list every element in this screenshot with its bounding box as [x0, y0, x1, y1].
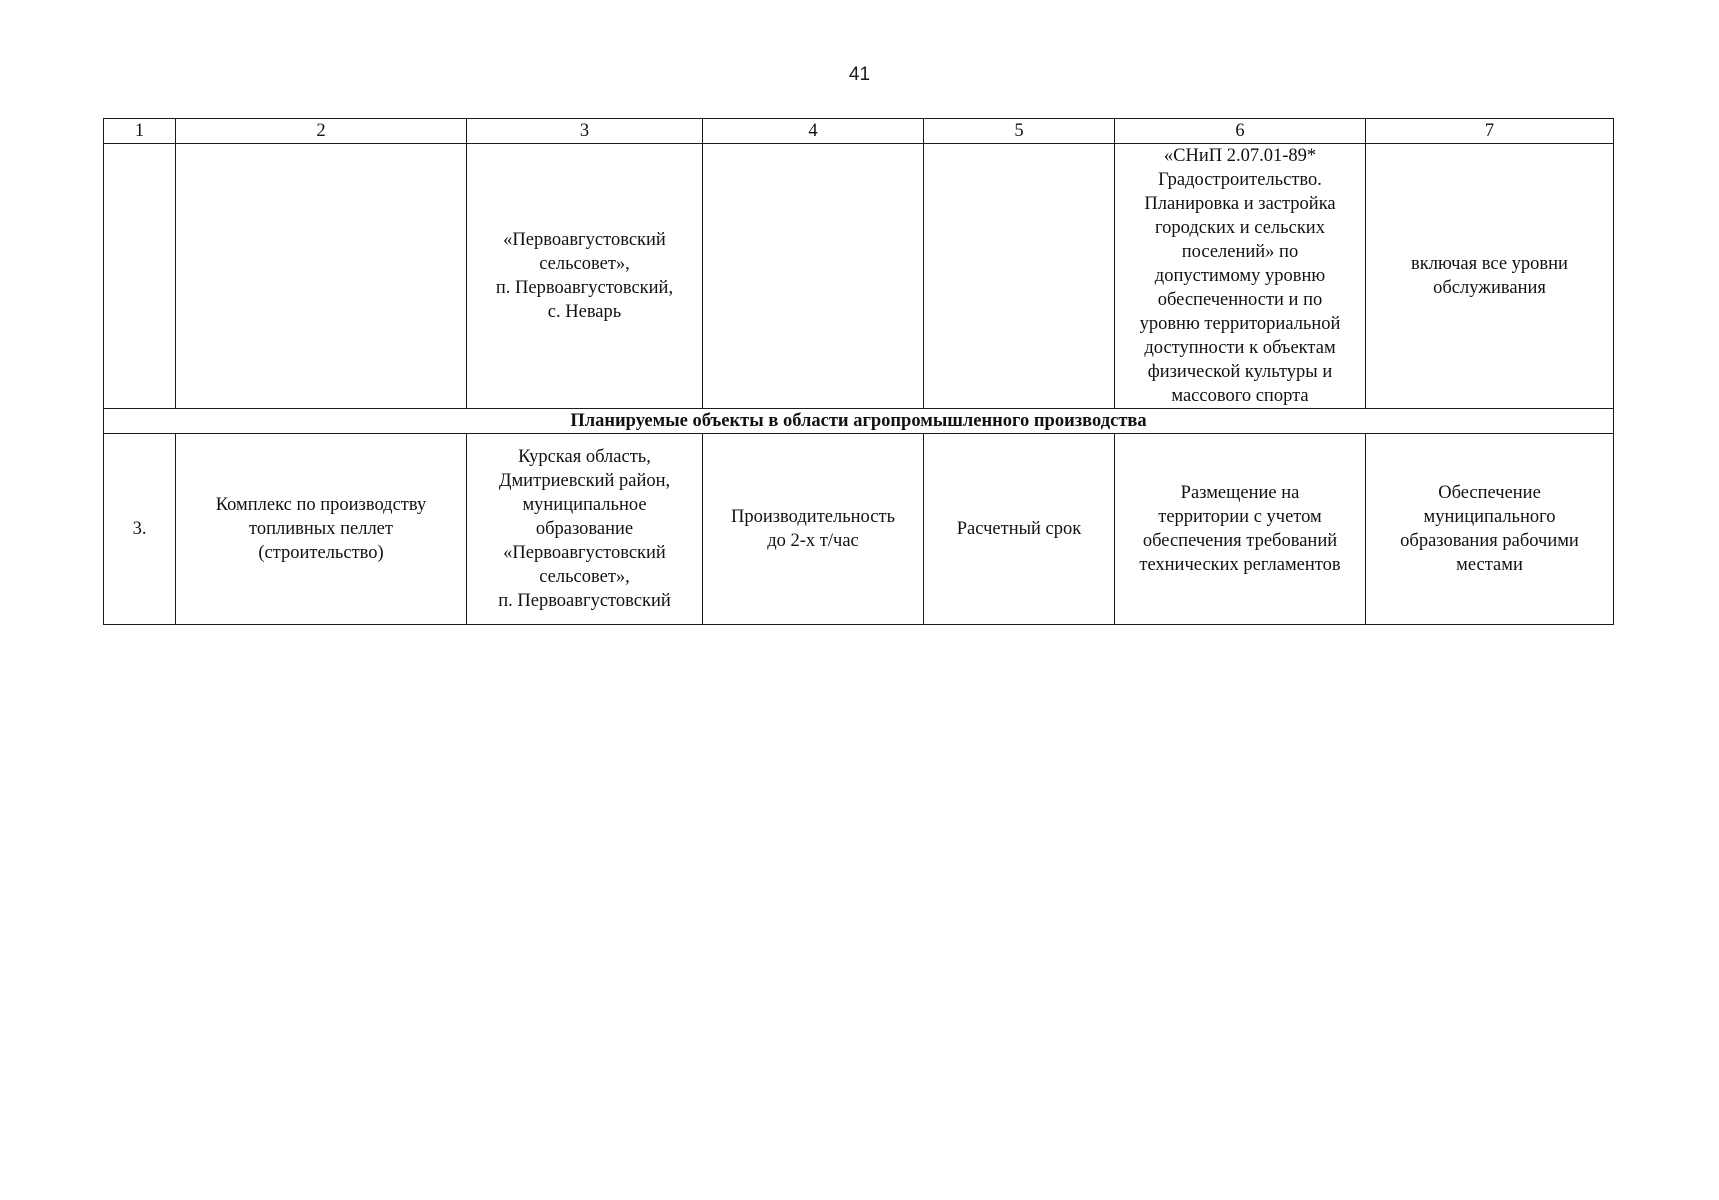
cell-term [924, 144, 1115, 409]
cell-object-name: Комплекс по производству топливных пеллет (строительство) [176, 434, 467, 625]
page-number: 41 [848, 64, 871, 85]
column-number-1: 1 [104, 119, 176, 144]
column-number-2: 2 [176, 119, 467, 144]
planned-objects-table [103, 118, 1614, 625]
section-heading-row [104, 409, 1614, 434]
section-heading: Планируемые объекты в области агропромышленного производства [104, 409, 1614, 434]
column-number-5: 5 [924, 119, 1115, 144]
cell-term: Расчетный срок [924, 434, 1115, 625]
cell-location: Курская область, Дмитриевский район, муниципальное образование «Первоавгустовский сельсовет», п. Первоавгустовский [467, 434, 703, 625]
cell-characteristics: Производительность до 2-х т/час [703, 434, 924, 625]
cell-characteristics [703, 144, 924, 409]
cell-number [104, 144, 176, 409]
column-number-7: 7 [1366, 119, 1614, 144]
column-number-3: 3 [467, 119, 703, 144]
table-row [104, 434, 1614, 625]
cell-object-name [176, 144, 467, 409]
cell-purpose: включая все уровни обслуживания [1366, 144, 1614, 409]
table-row [104, 144, 1614, 409]
column-number-row [104, 119, 1614, 144]
column-number-6: 6 [1115, 119, 1366, 144]
cell-zone-characteristics: «СНиП 2.07.01-89* Градостроительство. Планировка и застройка городских и сельских поселений» по допустимому уровню обеспеченности и по уровню территориальной доступности к объектам физической культуры и массового спорта [1115, 144, 1366, 409]
cell-location: «Первоавгустовский сельсовет», п. Первоавгустовский, с. Неварь [467, 144, 703, 409]
column-number-4: 4 [703, 119, 924, 144]
cell-zone-characteristics: Размещение на территории с учетом обеспечения требований технических регламентов [1115, 434, 1366, 625]
cell-number: 3. [104, 434, 176, 625]
cell-purpose: Обеспечение муниципального образования рабочими местами [1366, 434, 1614, 625]
